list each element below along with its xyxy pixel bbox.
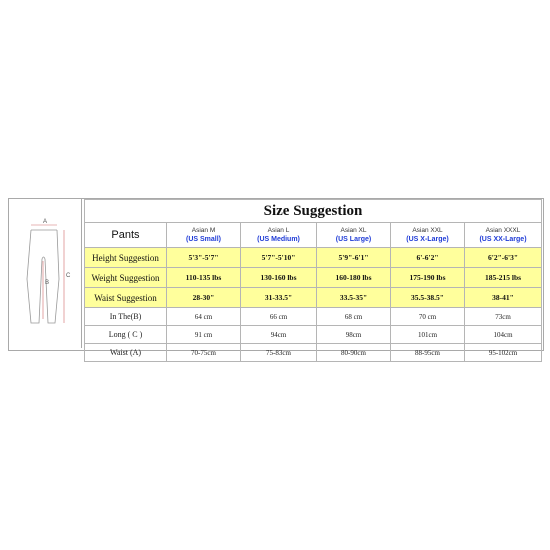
size-header-row (85, 223, 542, 248)
size-header (241, 223, 317, 248)
us-size: (US Small) (185, 235, 221, 243)
table-row-waist (85, 344, 542, 362)
cell-value: 70-75cm (167, 344, 241, 362)
cell-value: 6'2"-6'3" (465, 248, 542, 268)
cell-value: 31-33.5" (241, 288, 317, 308)
pants-label: Pants (85, 223, 167, 248)
diagram-label-c: C (66, 273, 71, 279)
cell-value: 160-180 lbs (317, 268, 391, 288)
row-label: Height Suggestion (85, 248, 167, 268)
cell-value: 5'3"-5'7" (167, 248, 241, 268)
us-size: (US X-Large) (406, 235, 449, 243)
diagram-label-b: B (45, 280, 50, 286)
row-label: Long ( C ) (85, 326, 167, 344)
cell-value: 5'7"-5'10" (241, 248, 317, 268)
cell-value: 64 cm (167, 308, 241, 326)
cell-value: 80-90cm (317, 344, 391, 362)
asian-size: Asian XXL (412, 226, 443, 234)
cell-value: 75-83cm (241, 344, 317, 362)
size-header (465, 223, 542, 248)
cell-value: 110-135 lbs (167, 268, 241, 288)
cell-value: 38-41" (465, 288, 542, 308)
table-row-inseam (85, 308, 542, 326)
pants-diagram (9, 199, 82, 348)
row-label: Waist (A) (85, 344, 167, 362)
cell-value: 104cm (465, 326, 542, 344)
asian-size: Asian M (191, 226, 216, 234)
cell-value: 6'-6'2" (391, 248, 465, 268)
size-header (391, 223, 465, 248)
table-row-weight (85, 268, 542, 288)
size-header (167, 223, 241, 248)
size-suggestion-table (84, 199, 542, 362)
cell-value: 101cm (391, 326, 465, 344)
diagram-label-a: A (43, 219, 48, 225)
cell-value: 98cm (317, 326, 391, 344)
cell-value: 35.5-38.5" (391, 288, 465, 308)
table-title: Size Suggestion (85, 200, 542, 223)
cell-value: 95-102cm (465, 344, 542, 362)
row-label: Weight Suggestion (85, 268, 167, 288)
asian-size: Asian XXXL (485, 226, 521, 234)
cell-value: 5'9"-6'1" (317, 248, 391, 268)
cell-value: 88-95cm (391, 344, 465, 362)
cell-value: 73cm (465, 308, 542, 326)
asian-size: Asian XL (340, 226, 367, 234)
cell-value: 94cm (241, 326, 317, 344)
us-size: (US XX-Large) (479, 235, 527, 243)
us-size: (US Medium) (257, 235, 300, 243)
cell-value: 70 cm (391, 308, 465, 326)
row-label: Waist Suggestion (85, 288, 167, 308)
cell-value: 66 cm (241, 308, 317, 326)
us-size: (US Large) (335, 235, 372, 243)
asian-size: Asian L (267, 226, 290, 234)
table-row-height (85, 248, 542, 268)
cell-value: 185-215 lbs (465, 268, 542, 288)
table-row-length (85, 326, 542, 344)
table-row-waist-suggestion (85, 288, 542, 308)
cell-value: 175-190 lbs (391, 268, 465, 288)
cell-value: 130-160 lbs (241, 268, 317, 288)
pants-outline-icon (9, 199, 81, 348)
row-label: In The(B) (85, 308, 167, 326)
cell-value: 68 cm (317, 308, 391, 326)
size-header (317, 223, 391, 248)
cell-value: 33.5-35" (317, 288, 391, 308)
cell-value: 91 cm (167, 326, 241, 344)
cell-value: 28-30" (167, 288, 241, 308)
